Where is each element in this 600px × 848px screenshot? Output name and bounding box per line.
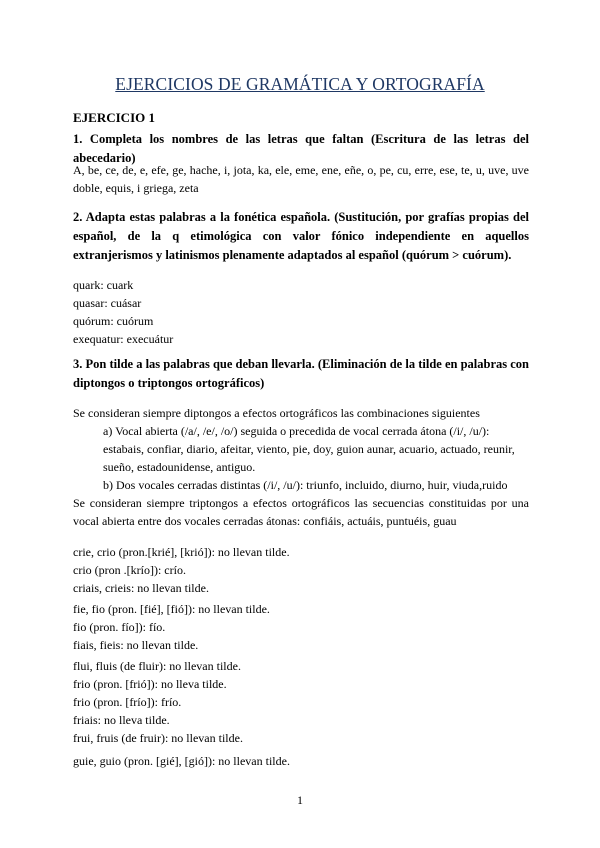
answer-group-4	[73, 752, 529, 770]
answer-line: flui, fluis (de fluir): no llevan tilde.	[73, 659, 241, 673]
answer-line: exequatur: execuátur	[73, 332, 174, 346]
answer-line: frio (pron. [frió]): no lleva tilde.	[73, 677, 227, 691]
triptongos-paragraph: Se consideran siempre triptongos a efectos ortográficos las secuencias constituidas por una vocal abierta entre dos vocales cerradas átonas: confiáis, actuáis, puntuéis, guau	[73, 496, 529, 528]
answer-group-3	[73, 657, 529, 747]
answer-line: friais: no lleva tilde.	[73, 713, 170, 727]
question-3-heading: 3. Pon tilde a las palabras que deban llevarla. (Eliminación de la tilde en palabras con diptongos o triptongos ortográficos)	[73, 357, 529, 390]
answer-line: frio (pron. [frío]): frío.	[73, 695, 182, 709]
question-2-answers	[73, 276, 529, 348]
answer-line: crie, crio (pron.[krié], [krió]): no llevan tilde.	[73, 545, 290, 559]
answer-line: guie, guio (pron. [gié], [gió]): no llevan tilde.	[73, 754, 290, 768]
answer-line: quasar: cuásar	[73, 296, 142, 310]
page-title: EJERCICIOS DE GRAMÁTICA Y ORTOGRAFÍA	[115, 74, 485, 94]
exercise-label: EJERCICIO 1	[73, 110, 155, 125]
answer-line: criais, crieis: no llevan tilde.	[73, 581, 209, 595]
answer-group-1	[73, 543, 529, 597]
diptongos-item-b: b) Dos vocales cerradas distintas (/i/, /u/): triunfo, incluido, diurno, huir, viuda,ruido	[103, 478, 508, 492]
answer-line: fie, fio (pron. [fié], [fió]): no llevan tilde.	[73, 602, 270, 616]
diptongos-intro: Se consideran siempre diptongos a efectos ortográficos las combinaciones siguientes	[73, 406, 480, 420]
answer-line: crio (pron .[krío]): crío.	[73, 563, 186, 577]
question-1-answer: A, be, ce, de, e, efe, ge, hache, i, jota, ka, ele, eme, ene, eñe, o, pe, cu, erre, ese, te, u, uve, uve doble, equis, i griega, zeta	[73, 163, 529, 195]
diptongos-item-a: a) Vocal abierta (/a/, /e/, /o/) seguida o precedida de vocal cerrada átona (/i/, /u/): estabais, confiar, diario, afeitar, viento, pie, doy, guion aunar, acuario, actuado, reunir, sueño, estadounidense, antiguo.	[103, 424, 515, 474]
answer-line: fio (pron. fío]): fío.	[73, 620, 166, 634]
answer-group-2	[73, 600, 529, 654]
answer-line: quórum: cuórum	[73, 314, 154, 328]
question-1-heading: 1. Completa los nombres de las letras que faltan (Escritura de las letras del abecedario)	[73, 132, 529, 165]
answer-line: fiais, fieis: no llevan tilde.	[73, 638, 199, 652]
page-number: 1	[297, 793, 303, 807]
question-2-heading: 2. Adapta estas palabras a la fonética española. (Sustitución, por grafías propias del español, de la q etimológica con valor fónico independiente en aquellos extranjerismos y latinismos plenamente adaptados al español (quórum > cuórum).	[73, 210, 529, 262]
answer-line: frui, fruis (de fruir): no llevan tilde.	[73, 731, 243, 745]
answer-line: quark: cuark	[73, 278, 134, 292]
